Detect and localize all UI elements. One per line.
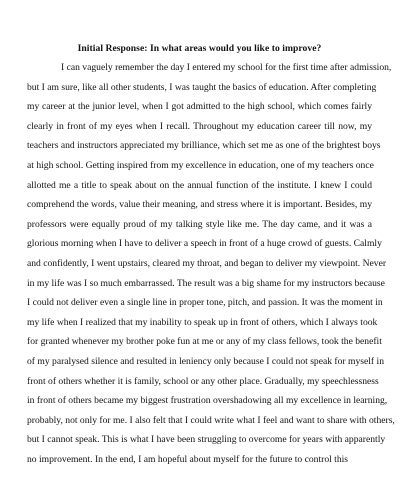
body-line-21: no improvement. In the end, I am hopeful about myself for the future to control this xyxy=(27,453,349,465)
body-line-13: I could not deliver even a single line in proper tone, pitch, and passion. It was the moment in xyxy=(27,297,383,309)
body-line-8: comprehend the words, value their meaning, and stress where it is important. Besides, my xyxy=(27,199,372,211)
body-line-2: but I am sure, like all other students, I was taught the basics of education. After completing xyxy=(27,81,377,93)
body-line-18: in front of others became my biggest frustration overshadowing all my excellence in learning, xyxy=(27,395,388,407)
document-body xyxy=(27,58,395,469)
body-line-11: and confidently, I went upstairs, cleared my throat, and began to deliver my viewpoint. Never xyxy=(27,257,387,269)
body-line-17: front of others whether it is family, school or any other place. Gradually, my speechlessness xyxy=(27,375,379,387)
body-line-20: but I cannot speak. This is what I have been struggling to overcome for years with apparently xyxy=(27,434,386,446)
body-line-1: I can vaguely remember the day I entered my school for the first time after admission, xyxy=(61,62,392,73)
body-line-19: probably, not only for me. I also felt that I could write what I feel and want to share with others, xyxy=(27,414,395,426)
body-line-15: for granted whenever my brother poke fun at me or any of my class fellows, took the benefit xyxy=(27,336,382,348)
document-title: Initial Response: In what areas would you like to improve? xyxy=(77,43,322,54)
body-line-10: glorious morning when I have to deliver a speech in front of a huge crowd of guests. Calmly xyxy=(27,238,382,250)
body-line-12: in my life was I so much embarrassed. The result was a big shame for my instructors because xyxy=(27,277,385,289)
body-line-4: clearly in front of my eyes when I recall. Throughout my education career till now, my xyxy=(27,120,372,132)
body-line-3: my career at the junior level, when I got admitted to the high school, which comes fairly xyxy=(27,101,372,113)
body-line-7: allotted me a title to speak about on the annual function of the institute. I knew I could xyxy=(27,179,372,191)
body-line-6: at high school. Getting inspired from my excellence in education, one of my teachers once xyxy=(27,159,374,171)
body-line-9: professors were equally proud of my talking style like me. The day came, and it was a xyxy=(27,218,372,230)
body-line-14: my life when I realized that my inability to speak up in front of others, which I always took xyxy=(27,316,378,328)
body-line-16: of my paralysed silence and resulted in leniency only because I could not speak for myself in xyxy=(27,355,384,367)
body-line-5: teachers and instructors appreciated my brilliance, which set me as one of the brightest boys xyxy=(27,140,381,152)
